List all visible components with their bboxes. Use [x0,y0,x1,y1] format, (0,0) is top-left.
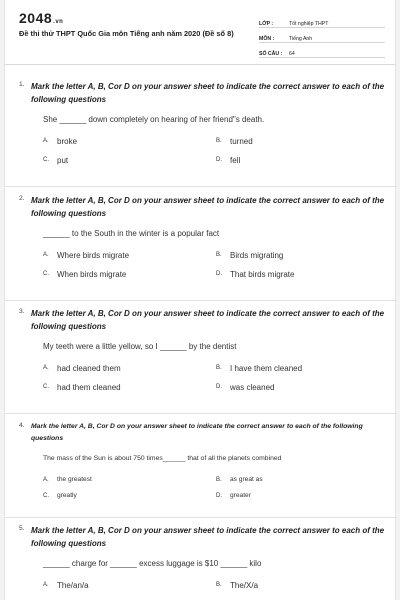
question-text: ______ to the South in the winter is a popular fact [43,229,220,238]
answer-options [43,476,389,499]
option-a[interactable] [43,251,216,260]
option-text: the greatest [57,476,92,483]
option-d[interactable] [216,156,366,165]
option-text: fell [230,156,241,165]
meta-label: MÔN : [259,36,275,42]
option-a[interactable] [43,581,216,590]
option-b[interactable] [216,251,366,260]
option-text: Where birds migrate [57,251,130,260]
option-d[interactable] [216,270,366,279]
option-letter: A. [43,365,49,371]
question-3 [19,307,389,392]
answer-options [43,364,389,392]
exam-title: Đề thi thử THPT Quốc Gia môn Tiếng anh năm 2020 (Đề số 8) [19,29,234,38]
question-text: My teeth were a little yellow, so I ______ by the dentist [43,342,237,351]
meta-row-count [259,43,385,58]
question-number: 3. [19,308,25,315]
question-instruction: Mark the letter A, B, Cor D on your answer sheet to indicate the correct answer to each of the following questions [31,82,385,104]
answer-options [43,581,389,590]
option-b[interactable] [216,137,366,146]
question-text: She ______ down completely on hearing of her friend"s death. [43,115,265,124]
meta-value: Tốt nghiệp THPT [289,21,329,27]
answer-options [43,137,389,165]
option-letter: B. [216,477,222,483]
option-text: had cleaned them [57,364,121,373]
option-letter: B. [216,365,222,371]
option-text: The/an/a [57,581,89,590]
question-instruction: Mark the letter A, B, Cor D on your answer sheet to indicate the correct answer to each of the following questions [31,309,385,331]
question-instruction: Mark the letter A, B, Cor D on your answer sheet to indicate the correct answer to each of the following questions [31,526,385,548]
option-text: was cleaned [230,383,275,392]
option-a[interactable] [43,137,216,146]
site-logo[interactable]: 2048.vn [19,10,64,26]
option-letter: A. [43,138,49,144]
option-b[interactable] [216,476,366,483]
option-c[interactable] [43,383,216,392]
option-letter: C. [43,493,49,499]
question-2 [19,194,389,279]
option-letter: A. [43,477,49,483]
option-c[interactable] [43,270,216,279]
exam-meta [259,13,385,58]
option-text: broke [57,137,78,146]
option-letter: C. [43,157,49,163]
option-letter: C. [43,384,49,390]
option-letter: D. [216,384,222,390]
option-text: turned [230,137,253,146]
option-letter: A. [43,582,49,588]
answer-options [43,251,389,279]
question-divider [5,413,397,414]
option-text: greater [230,492,251,499]
question-5 [19,524,389,590]
option-text: Birds migrating [230,251,284,260]
meta-row-subject [259,28,385,43]
option-text: had them cleaned [57,383,121,392]
meta-label: LỚP : [259,21,274,27]
question-text: ______ charge for ______ excess luggage is $10 ______ kilo [43,559,262,568]
meta-row-class [259,13,385,28]
option-text: as great as [230,476,263,483]
option-letter: B. [216,252,222,258]
option-d[interactable] [216,492,366,499]
question-number: 1. [19,81,25,88]
question-number: 4. [19,422,25,429]
option-letter: B. [216,582,222,588]
option-c[interactable] [43,156,216,165]
question-4 [19,421,389,499]
option-a[interactable] [43,364,216,373]
question-number: 5. [19,525,25,532]
option-c[interactable] [43,492,216,499]
question-1 [19,80,389,165]
option-text: I have them cleaned [230,364,303,373]
question-instruction: Mark the letter A, B, Cor D on your answer sheet to indicate the correct answer to each of the following questions [31,196,385,218]
option-letter: D. [216,157,222,163]
option-b[interactable] [216,581,366,590]
question-divider [5,300,397,301]
meta-label: SỐ CÂU : [259,51,283,57]
option-a[interactable] [43,476,216,483]
option-letter: D. [216,271,222,277]
page-header [5,0,395,65]
question-text: The mass of the Sun is about 750 times______ that of all the planets combined [43,455,282,462]
question-number: 2. [19,195,25,202]
question-divider [5,186,397,187]
meta-value: 64 [289,51,295,57]
option-text: That birds migrate [230,270,295,279]
question-divider [5,517,397,518]
option-letter: C. [43,271,49,277]
exam-page [4,0,396,600]
option-letter: A. [43,252,49,258]
option-b[interactable] [216,364,366,373]
option-text: When birds migrate [57,270,127,279]
question-instruction: Mark the letter A, B, Cor D on your answer sheet to indicate the correct answer to each of the following questions [31,423,363,442]
option-text: put [57,156,69,165]
option-d[interactable] [216,383,366,392]
option-text: greatly [57,492,77,499]
option-letter: D. [216,493,222,499]
option-text: The/X/a [230,581,259,590]
meta-value: Tiếng Anh [289,36,313,42]
option-letter: B. [216,138,222,144]
